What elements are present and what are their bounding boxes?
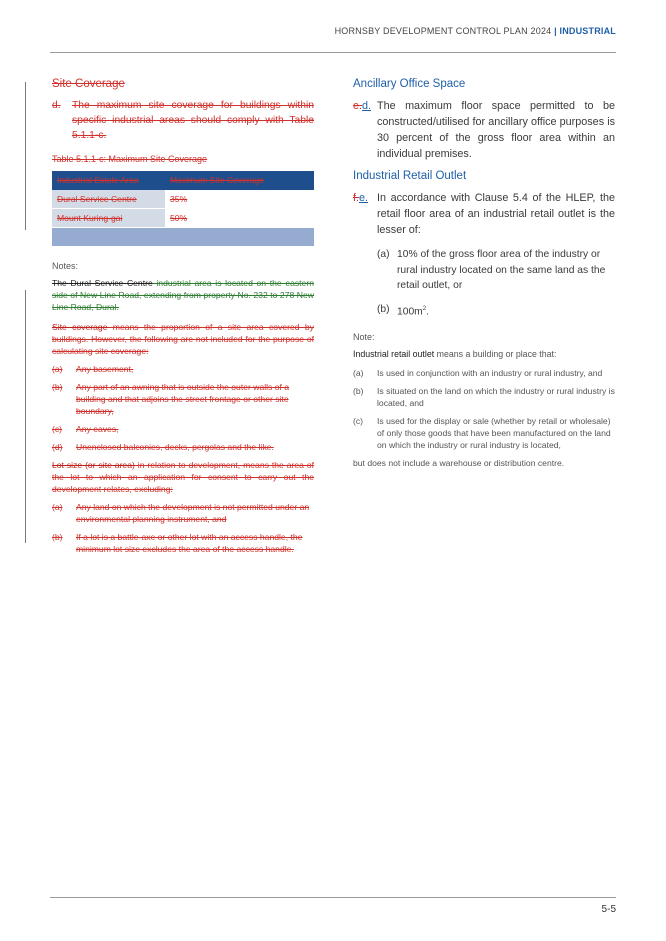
note-term: Industrial retail outlet <box>353 348 435 359</box>
item-text: If a lot is a battle-axe or other lot with an access handle, the minimum lot size excludes the area of the access handle. <box>76 531 303 554</box>
item-text: The maximum site coverage for buildings within specific industrial areas should comply with Table 5.1.1-c. <box>72 100 314 142</box>
control-item-d <box>52 98 314 144</box>
item-text: In accordance with Clause 5.4 of the HLEP, the retail floor area of an industrial retail outlet is the lesser of: <box>377 192 615 236</box>
item-text: The maximum floor space permitted to be constructed/utilised for ancillary office purposes is 30 percent of the gross floor area within an individual premises. <box>377 100 615 160</box>
right-column <box>353 78 615 469</box>
note-term: Site coverage <box>52 321 108 332</box>
item-label: (a) <box>52 363 63 374</box>
note-label: Note: <box>353 331 375 342</box>
list-item <box>52 363 314 375</box>
list-item <box>52 423 314 435</box>
table-header-cell: Industrial Estate Area <box>52 171 165 190</box>
item-text: Any basement, <box>76 363 134 374</box>
item-label: (a) <box>377 249 390 260</box>
item-label: (c) <box>52 423 63 434</box>
note-text: industrial area is located on the eastern side of New Line Road, extending from property No. 232 to 278 New Line Road, Dural. <box>52 277 314 312</box>
notes-label: Notes: <box>52 260 79 271</box>
item-label: (a) <box>52 501 63 512</box>
old-label: f. <box>353 192 359 204</box>
control-item-e <box>353 190 615 238</box>
sub-item <box>377 247 615 294</box>
header-section: INDUSTRIAL <box>559 26 616 36</box>
control-item-d <box>353 98 615 162</box>
item-label: (a) <box>353 367 364 378</box>
table-header-cell: Maximum Site Coverage <box>165 171 314 190</box>
list-item <box>353 367 615 379</box>
list-item <box>52 381 314 417</box>
list-item <box>52 531 314 555</box>
item-label: (b) <box>377 303 390 315</box>
change-bar <box>25 82 26 230</box>
note-text: means the proportion of a site area covered by buildings. However, the following are not included for the purpose of calculating site coverage: <box>52 321 314 356</box>
note-text: means a building or place that: <box>434 348 557 359</box>
note-term: Lot size (or site area) <box>52 459 135 470</box>
new-label: d. <box>362 100 372 112</box>
list-item <box>52 501 314 525</box>
note-lot-size <box>52 459 314 495</box>
item-text: 10% of the gross floor area of the industry or rural industry located on the same land as the retail outlet, or <box>397 249 606 292</box>
item-label: (c) <box>353 415 364 426</box>
note-text: in relation to development, means the area of the lot to which an application for consent to carry out the development relates, excluding: <box>52 459 314 494</box>
superscript: 2 <box>422 305 427 312</box>
item-text <box>397 302 615 320</box>
change-bar <box>25 290 26 543</box>
table-row <box>52 190 314 209</box>
running-header <box>335 26 616 36</box>
header-separator: | <box>554 26 557 36</box>
header-rule <box>50 52 616 53</box>
new-label: e. <box>359 192 369 204</box>
item-text: Unenclosed balconies, decks, pergolas and the like. <box>76 441 274 452</box>
table-header-row <box>52 171 314 190</box>
table-cell: 35% <box>165 190 314 209</box>
item-label: d. <box>52 100 61 111</box>
note-site-coverage <box>52 321 314 357</box>
ancillary-office-heading: Ancillary Office Space <box>353 78 466 90</box>
table-cell: Dural Service Centre <box>52 190 165 209</box>
table-cell: 50% <box>165 208 314 227</box>
footer-rule <box>50 897 616 898</box>
punctuation: . <box>426 306 429 318</box>
left-column <box>52 78 314 555</box>
item-text: Any land on which the development is not permitted under an environmental planning instrument, and <box>76 501 310 524</box>
sub-item <box>377 302 615 320</box>
table-cell: Mount Kuring-gai <box>52 208 165 227</box>
area-value: 100m <box>397 306 423 318</box>
site-coverage-table <box>52 171 314 247</box>
item-text: Any part of an awning that is outside the outer walls of a building and that adjoins the street frontage or other site boundary, <box>76 381 290 416</box>
list-item <box>353 385 615 409</box>
list-item <box>353 415 615 451</box>
item-label: (d) <box>52 441 63 452</box>
list-item <box>52 441 314 453</box>
item-text: Is used in conjunction with an industry or rural industry, and <box>377 367 603 378</box>
item-text: Is situated on the land on which the industry or rural industry is located, and <box>377 385 615 408</box>
item-label <box>353 190 377 238</box>
item-label: (b) <box>52 381 63 392</box>
item-label: (b) <box>52 531 63 542</box>
header-title: HORNSBY DEVELOPMENT CONTROL PLAN 2024 <box>334 26 552 36</box>
table-cell <box>52 227 314 246</box>
item-text: Is used for the display or sale (whether by retail or wholesale) of only those goods that have been manufactured on the land on which the industry or rural industry is located, <box>377 415 611 450</box>
site-coverage-heading: Site Coverage <box>52 78 125 90</box>
industrial-retail-heading: Industrial Retail Outlet <box>353 170 467 182</box>
table-row <box>52 208 314 227</box>
closing-text: but does not include a warehouse or distribution centre. <box>353 457 565 468</box>
old-label: e. <box>353 100 363 112</box>
page-number: 5-5 <box>601 904 616 915</box>
item-label: (b) <box>353 385 364 396</box>
item-label <box>353 98 377 162</box>
table-blank-row <box>52 227 314 246</box>
item-text: Any eaves, <box>76 423 119 434</box>
note-dural <box>52 277 314 313</box>
table-caption: Table 5.1.1-c: Maximum Site Coverage <box>52 153 208 164</box>
note-term: The Dural Service Centre <box>52 277 153 288</box>
note-industrial-retail-outlet <box>353 348 615 360</box>
